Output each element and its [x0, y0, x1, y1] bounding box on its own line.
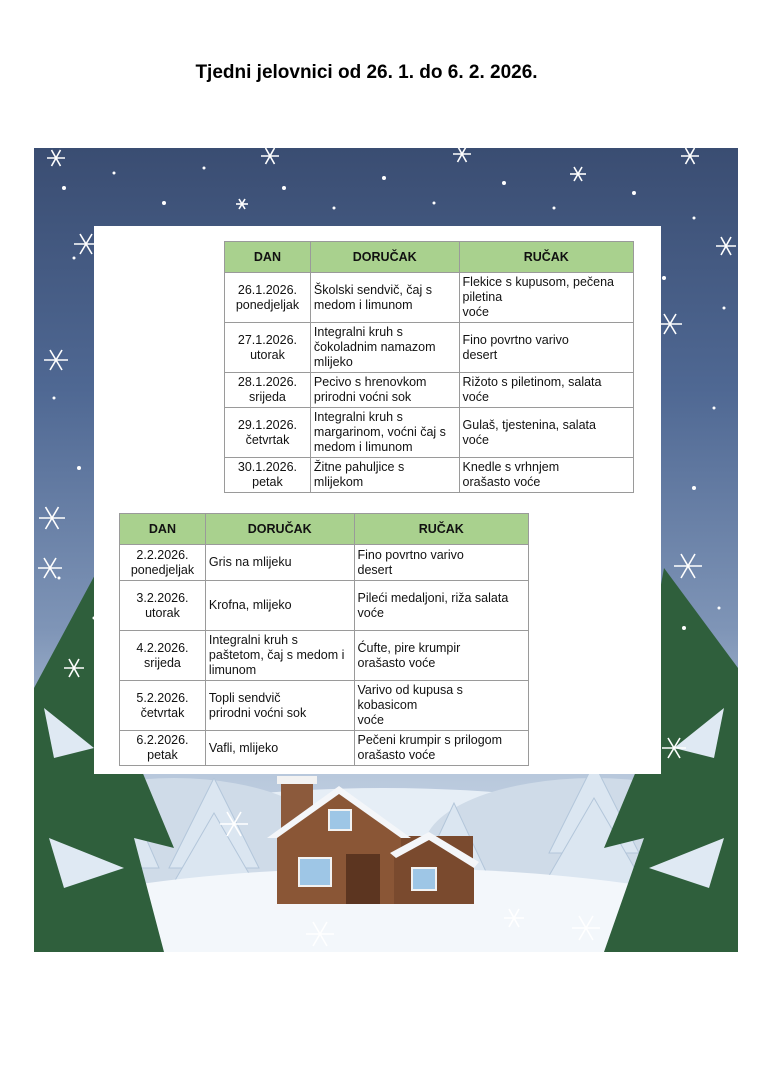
breakfast-cell — [310, 458, 459, 493]
breakfast-cell — [310, 323, 459, 373]
weekday-text: petak — [147, 748, 178, 762]
lunch-cell — [459, 323, 633, 373]
lunch-text: Gulaš, tjestenina, salata — [462, 417, 596, 432]
breakfast-text: Pecivo s hrenovkom — [313, 375, 427, 389]
date-text: 30.1.2026. — [237, 460, 297, 474]
lunch-text: Knedle s vrhnjem — [462, 460, 560, 474]
weekday-text: petak — [252, 475, 283, 489]
date-text: 2.2.2026. — [136, 547, 189, 562]
breakfast-cell — [310, 408, 459, 458]
menu-table-week-2 — [119, 513, 529, 766]
date-text: 27.1.2026. — [237, 332, 297, 347]
breakfast-cell — [205, 731, 354, 766]
lunch-text: Ćufte, pire krumpir — [357, 640, 461, 655]
weekday-text: srijeda — [249, 390, 286, 404]
weekday-text: utorak — [145, 605, 180, 620]
day-cell — [225, 273, 311, 323]
lunch-text: voće — [462, 432, 489, 447]
lunch-cell — [354, 581, 528, 631]
breakfast-text: Žitne pahuljice s mlijekom — [313, 460, 405, 489]
lunch-cell — [459, 458, 633, 493]
table-row — [225, 458, 634, 493]
table-header-row — [225, 242, 634, 273]
breakfast-text: prirodni voćni sok — [208, 705, 307, 720]
breakfast-text: prirodni voćni sok — [313, 390, 412, 404]
menu-table-week-1 — [224, 241, 634, 493]
table-row — [225, 373, 634, 408]
lunch-text: orašasto voće — [357, 655, 436, 670]
lunch-text: voće — [462, 390, 489, 404]
day-cell — [120, 631, 206, 681]
table-row — [120, 681, 529, 731]
date-text: 3.2.2026. — [136, 590, 189, 605]
lunch-text: voće — [357, 605, 384, 620]
table-header-row — [120, 514, 529, 545]
breakfast-text: Vafli, mlijeko — [208, 740, 279, 755]
lunch-text: Rižoto s piletinom, salata — [462, 375, 602, 389]
day-cell — [120, 731, 206, 766]
weekday-text: četvrtak — [245, 432, 290, 447]
lunch-cell — [354, 545, 528, 581]
lunch-cell — [354, 631, 528, 681]
table-row — [120, 545, 529, 581]
header-breakfast: DORUČAK — [205, 514, 354, 545]
breakfast-text: Krofna, mlijeko — [208, 598, 292, 612]
weekday-text: ponedjeljak — [130, 562, 195, 577]
breakfast-text: Integralni kruh s čokoladnim namazom — [313, 325, 436, 354]
header-day: DAN — [120, 514, 206, 545]
header-lunch: RUČAK — [459, 242, 633, 273]
lunch-text: orašasto voće — [357, 748, 436, 762]
lunch-text: voće — [357, 713, 384, 727]
breakfast-cell — [310, 273, 459, 323]
lunch-text: Fino povrtno varivo — [462, 332, 569, 347]
lunch-cell — [354, 731, 528, 766]
weekday-text: srijeda — [144, 655, 181, 670]
lunch-cell — [354, 681, 528, 731]
day-cell — [225, 408, 311, 458]
breakfast-text: Gris na mlijeku — [208, 555, 292, 569]
table-row — [120, 731, 529, 766]
header-lunch: RUČAK — [354, 514, 528, 545]
lunch-text: orašasto voće — [462, 475, 541, 489]
header-breakfast: DORUČAK — [310, 242, 459, 273]
lunch-cell — [459, 273, 633, 323]
lunch-text: Pečeni krumpir s prilogom — [357, 733, 503, 747]
lunch-cell — [459, 408, 633, 458]
day-cell — [225, 458, 311, 493]
day-cell — [225, 323, 311, 373]
table-row — [225, 273, 634, 323]
date-text: 28.1.2026. — [237, 375, 297, 389]
breakfast-text: Integralni kruh s paštetom, čaj s medom i limunom — [208, 633, 345, 677]
lunch-text: desert — [462, 347, 498, 362]
date-text: 5.2.2026. — [136, 690, 189, 705]
day-cell — [225, 373, 311, 408]
day-cell — [120, 681, 206, 731]
table-row — [120, 581, 529, 631]
header-day: DAN — [225, 242, 311, 273]
breakfast-text: Integralni kruh s margarinom, voćni čaj s medom i limunom — [313, 410, 446, 454]
breakfast-text: Topli sendvič — [208, 690, 281, 705]
table-row — [120, 631, 529, 681]
breakfast-text: Školski sendvič, čaj s medom i limunom — [313, 282, 433, 312]
lunch-text: Varivo od kupusa s kobasicom — [357, 683, 463, 712]
lunch-text: Fino povrtno varivo — [357, 547, 464, 562]
breakfast-cell — [310, 373, 459, 408]
day-cell — [120, 545, 206, 581]
page-title: Tjedni jelovnici od 26. 1. do 6. 2. 2026. — [195, 62, 538, 83]
table-row — [225, 408, 634, 458]
date-text: 26.1.2026. — [237, 282, 297, 297]
breakfast-cell — [205, 545, 354, 581]
weekday-text: utorak — [250, 347, 285, 362]
lunch-cell — [459, 373, 633, 408]
weekday-text: četvrtak — [140, 705, 185, 720]
day-cell — [120, 581, 206, 631]
lunch-text: Flekice s kupusom, pečena piletina — [462, 275, 614, 304]
lunch-text: voće — [462, 305, 489, 319]
date-text: 4.2.2026. — [136, 640, 189, 655]
table-row — [225, 323, 634, 373]
breakfast-cell — [205, 581, 354, 631]
lunch-text: Pileći medaljoni, riža salata — [357, 590, 509, 605]
lunch-text: desert — [357, 562, 393, 577]
breakfast-cell — [205, 631, 354, 681]
date-text: 29.1.2026. — [237, 417, 297, 432]
date-text: 6.2.2026. — [136, 733, 189, 747]
weekday-text: ponedjeljak — [235, 297, 300, 312]
breakfast-cell — [205, 681, 354, 731]
breakfast-text: mlijeko — [313, 355, 353, 369]
